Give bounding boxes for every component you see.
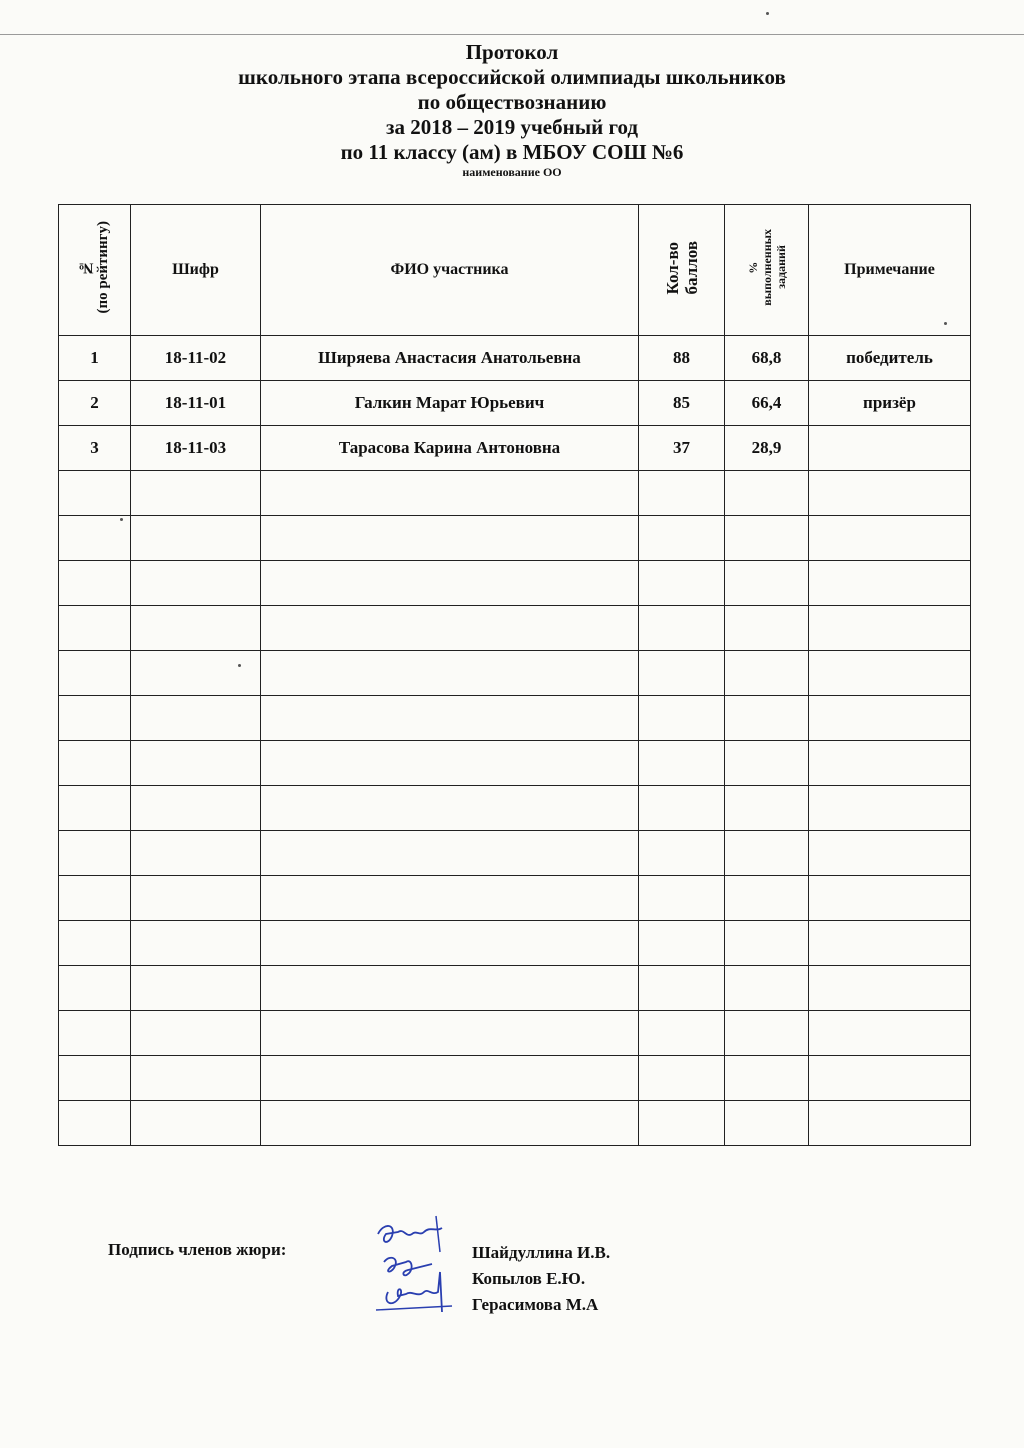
cell-percent: 28,9 xyxy=(725,426,809,471)
empty-row xyxy=(59,606,971,651)
empty-row xyxy=(59,876,971,921)
jury-signatures xyxy=(108,1240,968,1360)
title-line-4: за 2018 – 2019 учебный год xyxy=(386,115,638,139)
cell-code: 18-11-02 xyxy=(131,336,261,381)
signature-label: Подпись членов жюри: xyxy=(108,1240,287,1259)
empty-row xyxy=(59,471,971,516)
empty-row xyxy=(59,921,971,966)
empty-row xyxy=(59,1056,971,1101)
cell-rank: 1 xyxy=(59,336,131,381)
title-line-5: по 11 классу (ам) в МБОУ СОШ №6 xyxy=(340,140,684,164)
jury-members xyxy=(472,1240,610,1318)
title-line-3: по обществознанию xyxy=(417,90,607,114)
table-header-row xyxy=(59,205,971,336)
empty-row xyxy=(59,786,971,831)
cell-code: 18-11-03 xyxy=(131,426,261,471)
empty-row xyxy=(59,651,971,696)
jury-member: Герасимова М.А xyxy=(472,1295,599,1314)
cell-name: Галкин Марат Юрьевич xyxy=(261,381,639,426)
cell-note: победитель xyxy=(809,336,971,381)
jury-member: Копылов Е.Ю. xyxy=(472,1269,586,1288)
cell-percent: 66,4 xyxy=(725,381,809,426)
empty-row xyxy=(59,741,971,786)
cell-score: 88 xyxy=(639,336,725,381)
title-line-2: школьного этапа всероссийской олимпиады школьников xyxy=(238,65,786,89)
empty-row xyxy=(59,1011,971,1056)
header-score: Кол-во баллов xyxy=(639,205,725,336)
cell-code: 18-11-01 xyxy=(131,381,261,426)
empty-row xyxy=(59,831,971,876)
cell-score: 85 xyxy=(639,381,725,426)
cell-name: Тарасова Карина Антоновна xyxy=(261,426,639,471)
empty-row xyxy=(59,1101,971,1146)
scan-edge-line xyxy=(0,34,1024,35)
jury-member: Шайдуллина И.В. xyxy=(472,1243,611,1262)
empty-row xyxy=(59,516,971,561)
organization-caption: наименование ОО xyxy=(462,165,562,179)
table-row xyxy=(59,381,971,426)
empty-row xyxy=(59,966,971,1011)
scan-speck xyxy=(766,12,769,15)
header-percent: % выполненных заданий xyxy=(725,205,809,336)
cell-note xyxy=(809,426,971,471)
cell-rank: 3 xyxy=(59,426,131,471)
title-line-1: Протокол xyxy=(465,40,559,64)
header-name: ФИО участника xyxy=(261,205,639,336)
cell-note: призёр xyxy=(809,381,971,426)
table-row xyxy=(59,426,971,471)
header-rank: № (по рейтингу) xyxy=(59,205,131,336)
document-title xyxy=(0,40,1024,179)
empty-row xyxy=(59,561,971,606)
cell-name: Ширяева Анастасия Анатольевна xyxy=(261,336,639,381)
cell-rank: 2 xyxy=(59,381,131,426)
cell-percent: 68,8 xyxy=(725,336,809,381)
header-code: Шифр xyxy=(131,205,261,336)
table-row xyxy=(59,336,971,381)
header-note: Примечание xyxy=(809,205,971,336)
results-table xyxy=(58,204,971,1146)
empty-row xyxy=(59,696,971,741)
handwritten-signatures xyxy=(366,1212,476,1322)
cell-score: 37 xyxy=(639,426,725,471)
